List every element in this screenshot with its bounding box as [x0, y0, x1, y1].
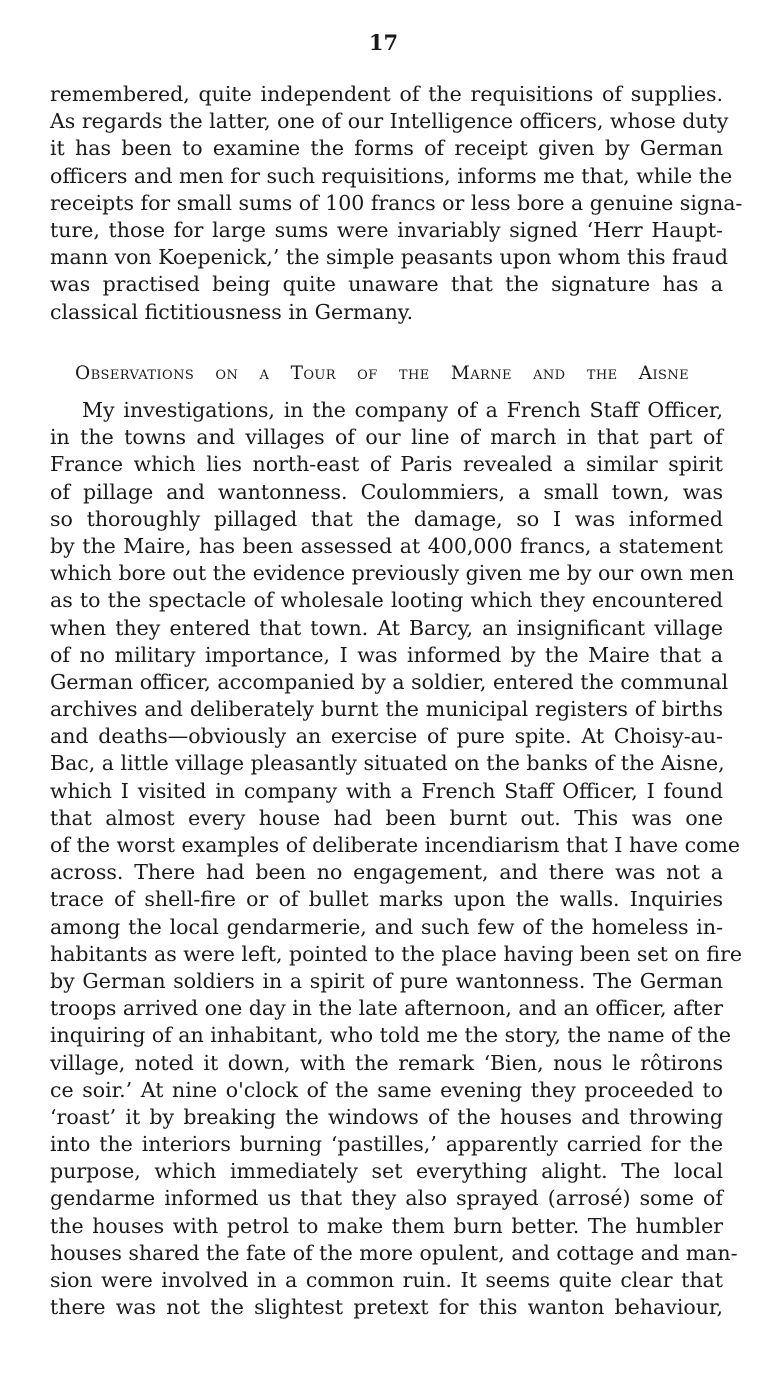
text-line: ce soir.’ At nine o'clock of the same evening they proceeded to [50, 1077, 723, 1102]
text-line: My investigations, in the company of a French Staff Officer, [82, 398, 723, 422]
text-line: by German soldiers in a spirit of pure wantonness. The German [50, 968, 723, 993]
text-line: of the worst examples of deliberate incendiarism that I have come [50, 833, 741, 857]
text-line: when they entered that town. At Barcy, an insignificant village [50, 615, 723, 640]
paragraph-requisitions [50, 81, 743, 326]
text-line: sion were involved in a common ruin. It seems quite clear that [50, 1268, 723, 1292]
text-line: as to the spectacle of wholesale looting which they encountered [50, 588, 723, 613]
text-line: receipts for small sums of 100 francs or less bore a genuine signa- [50, 190, 743, 215]
text-line: so thoroughly pillaged that the damage, so I was informed [50, 506, 723, 531]
text-line: into the interiors burning ‘pastilles,’ apparently carried for the [50, 1132, 723, 1157]
text-line: German officer, accompanied by a soldier, entered the communal [50, 669, 729, 694]
text-line: classical fictitiousness in Germany. [50, 299, 414, 324]
text-line: inquiring of an inhabitant, who told me the story, the name of the [50, 1023, 731, 1048]
text-line: of no military importance, I was informed by the Maire that a [50, 642, 723, 667]
section-heading: Observations on a Tour of the Marne and the Aisne [75, 363, 689, 384]
text-line: troops arrived one day in the late afternoon, and an officer, after [50, 996, 724, 1021]
text-line: ‘roast’ it by breaking the windows of the houses and throwing [50, 1104, 723, 1129]
text-line: in the towns and villages of our line of march in that part of [50, 425, 723, 450]
text-line: among the local gendarmerie, and such few of the homeless in- [50, 914, 723, 939]
text-line: and deaths—obviously an exercise of pure spite. At Choisy-au- [50, 724, 723, 749]
text-line: France which lies north-east of Paris revealed a similar spirit [50, 452, 723, 477]
text-line: As regards the latter, one of our Intelligence officers, whose duty [50, 109, 729, 134]
text-line: remembered, quite independent of the requisitions of supplies. [50, 82, 723, 106]
text-line: of pillage and wantonness. Coulommiers, a small town, was [50, 479, 723, 504]
text-line: across. There had been no engagement, and there was not a [50, 860, 723, 885]
text-line: trace of shell-fire or of bullet marks upon the walls. Inquiries [50, 887, 723, 912]
text-line: Bac, a little village pleasantly situated on the banks of the Aisne, [50, 751, 725, 776]
text-line: mann von Koepenick,’ the simple peasants upon whom this fraud [50, 245, 728, 270]
text-line: which bore out the evidence previously given me by our own men [50, 561, 735, 586]
page-number: 17 [368, 30, 399, 55]
text-line: ture, those for large sums were invariably signed ‘Herr Haupt- [50, 217, 723, 242]
text-line: houses shared the fate of the more opulent, and cottage and man- [50, 1240, 738, 1265]
text-line: archives and deliberately burnt the municipal registers of births [50, 697, 723, 722]
text-line: officers and men for such requisitions, informs me that, while the [50, 163, 733, 188]
text-line: it has been to examine the forms of receipt given by German [50, 136, 723, 161]
text-line: was practised being quite unaware that the signature has a [50, 272, 723, 297]
paragraph-investigations [50, 397, 743, 1321]
text-line: there was not the slightest pretext for this wanton behaviour, [50, 1295, 723, 1320]
text-line: by the Maire, has been assessed at 400,000 francs, a statement [50, 533, 723, 558]
text-line: gendarme informed us that they also sprayed (arrosé) some of [50, 1186, 723, 1211]
text-line: the houses with petrol to make them burn better. The humbler [50, 1213, 723, 1238]
text-line: which I visited in company with a French Staff Officer, I found [50, 778, 723, 803]
text-line: that almost every house had been burnt out. This was one [50, 805, 723, 830]
text-line: habitants as were left, pointed to the place having been set on fire [50, 941, 743, 966]
text-line: purpose, which immediately set everything alight. The local [50, 1159, 723, 1184]
text-line: village, noted it down, with the remark ‘Bien, nous le rôtirons [50, 1050, 723, 1075]
